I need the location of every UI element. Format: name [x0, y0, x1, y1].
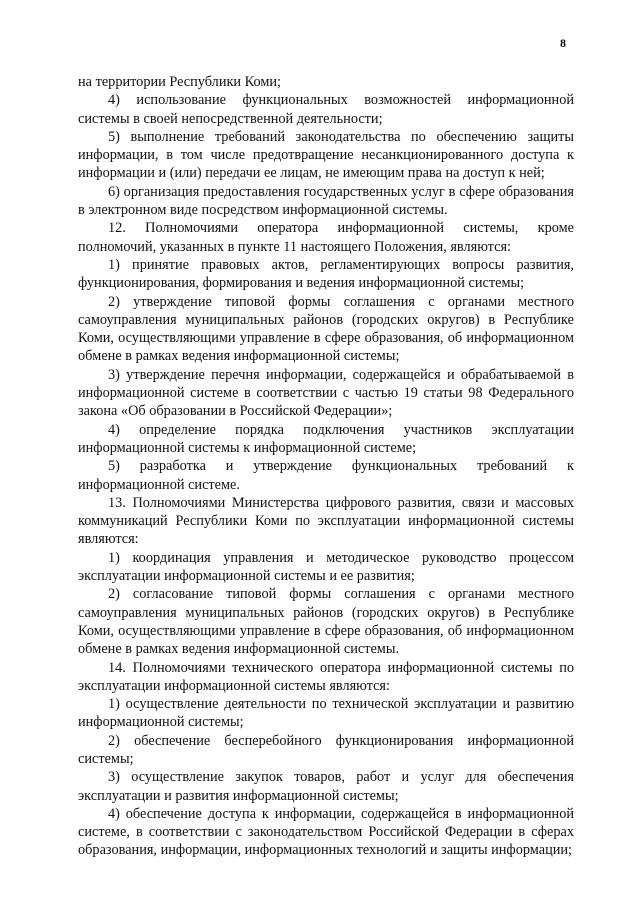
- paragraph: 13. Полномочиями Министерства цифрового развития, связи и массовых коммуникаций Республики Коми по эксплуатации информационной системы являются:: [78, 494, 574, 548]
- paragraph: 2) утверждение типовой формы соглашения с органами местного самоуправления муниципальных районов (городских округов) в Республике Коми, осуществляющими управление в сфере образования, об информационном обмене в рамках ведения информационной системы;: [78, 293, 574, 365]
- paragraph: 4) определение порядка подключения участников эксплуатации информационной системы к информационной системе;: [78, 421, 574, 456]
- paragraph: 5) выполнение требований законодательства по обеспечению защиты информации, в том числе предотвращение несанкционированного доступа к информации и (или) передачи ее лицам, не имеющим права на доступ к ней;: [78, 128, 574, 182]
- paragraph: 2) согласование типовой формы соглашения с органами местного самоуправления муниципальных районов (городских округов) в Республике Коми, осуществляющими управление в сфере образования, об информационном обмене в рамках ведения информационной системы.: [78, 586, 574, 658]
- paragraph: 1) осуществление деятельности по технической эксплуатации и развитию информационной системы;: [78, 696, 574, 731]
- paragraph-continuation: на территории Республики Коми;: [78, 74, 282, 90]
- page-number: 8: [560, 36, 566, 50]
- paragraph: 12. Полномочиями оператора информационной системы, кроме полномочий, указанных в пункте 11 настоящего Положения, являются:: [78, 220, 574, 255]
- paragraph: 2) обеспечение бесперебойного функционирования информационной системы;: [78, 732, 574, 767]
- paragraph: 3) утверждение перечня информации, содержащейся и обрабатываемой в информационной системе в соответствии с частью 19 статьи 98 Федерального закона «Об образовании в Российской Федерации»;: [78, 366, 574, 420]
- paragraph: 6) организация предоставления государственных услуг в сфере образования в электронном виде посредством информационной системы.: [78, 183, 574, 219]
- paragraph: 1) координация управления и методическое руководство процессом эксплуатации информационной системы и ее развития;: [78, 549, 574, 585]
- paragraph: 14. Полномочиями технического оператора информационной системы по эксплуатации информационной системы являются:: [78, 659, 574, 694]
- paragraph: 4) обеспечение доступа к информации, содержащейся в информационной системе, в соответствии с законодательством Российской Федерации в сферах образования, информации, информационных технологий и защиты информации;: [78, 805, 574, 859]
- paragraph: 3) осуществление закупок товаров, работ и услуг для обеспечения эксплуатации и развития информационной системы;: [78, 769, 574, 804]
- paragraph: 4) использование функциональных возможностей информационной системы в своей непосредственной деятельности;: [78, 92, 574, 127]
- paragraph: 1) принятие правовых актов, регламентирующих вопросы развития, функционирования, формирования и ведения информационной системы;: [78, 256, 574, 292]
- document-body: [78, 73, 574, 860]
- paragraph: 5) разработка и утверждение функциональных требований к информационной системе.: [78, 458, 574, 493]
